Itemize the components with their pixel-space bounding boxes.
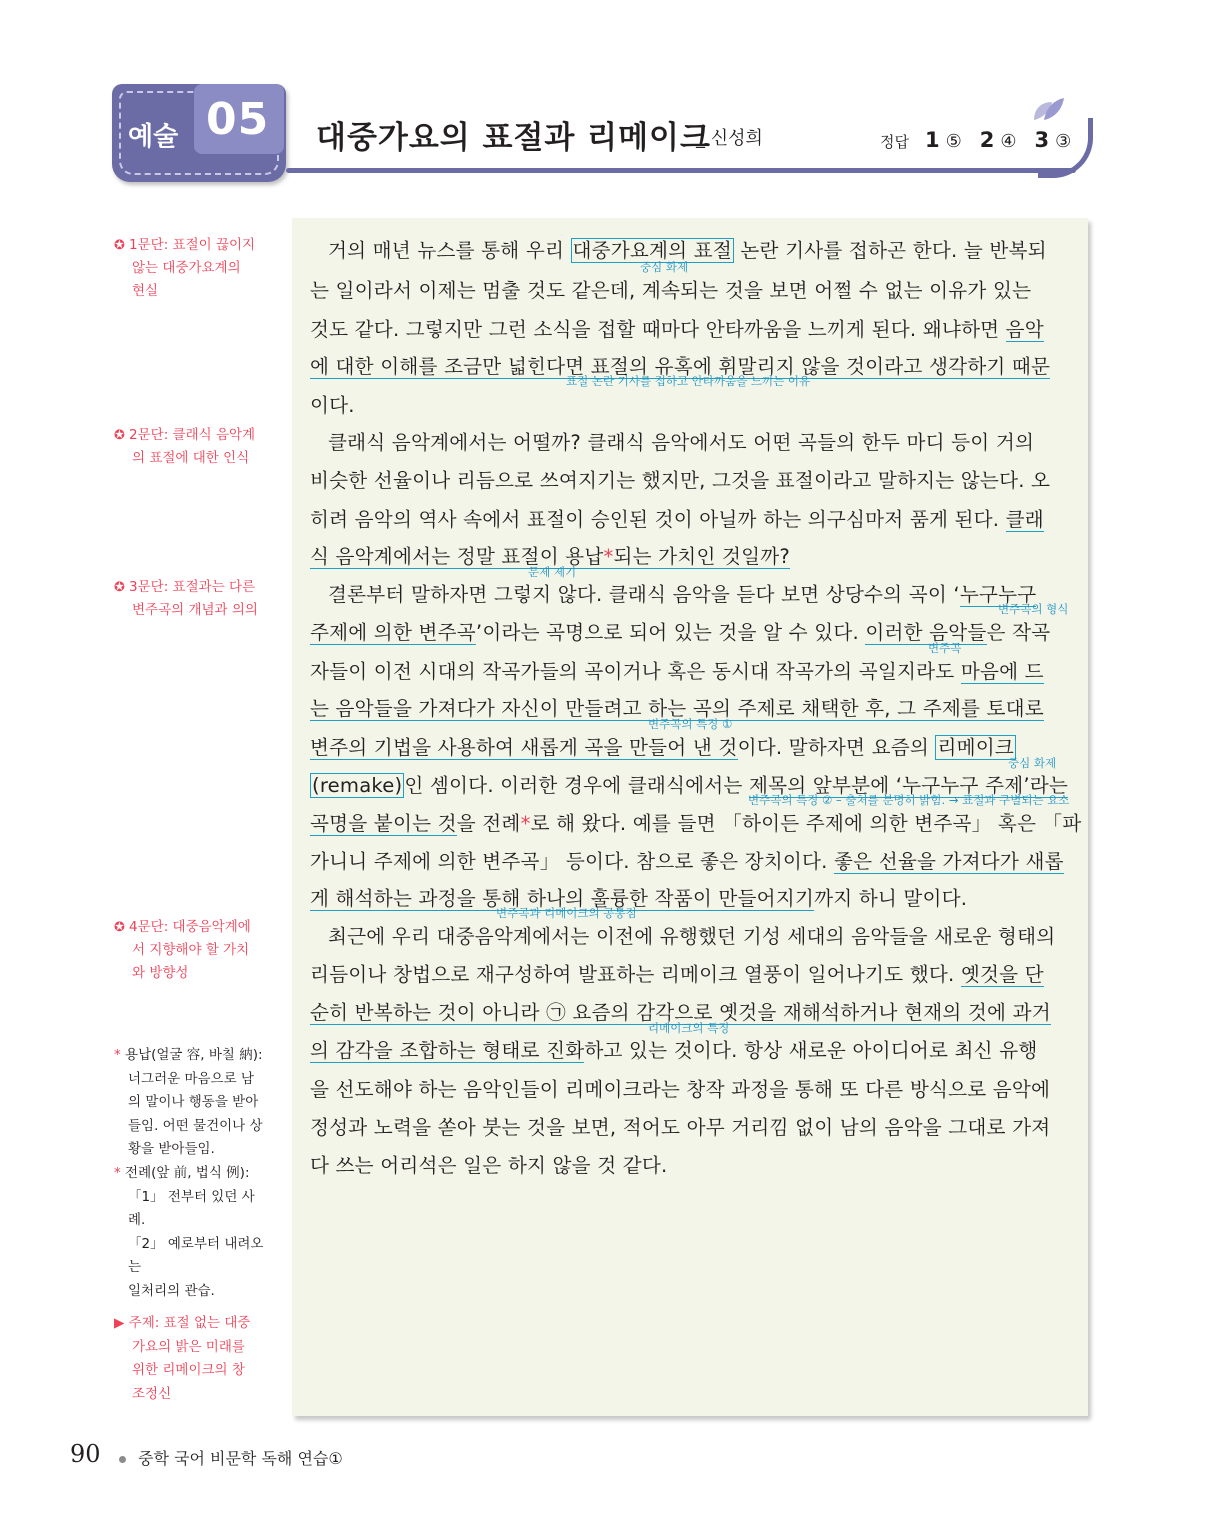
annotation: 리메이크의 특징 [648, 1021, 730, 1035]
annotation: 변주곡의 특징 ② – 출처를 분명히 밝힘. → 표절과 구별되는 요소 [748, 793, 1070, 807]
annotation: 중심 화제 [640, 260, 689, 274]
answer-a2: ④ [1000, 131, 1017, 152]
badge-subject: 예술 [128, 122, 179, 152]
key-term-box: 리메이크 [937, 736, 1014, 759]
passage-line: 는 일이라서 이제는 멈출 것도 같은데, 계속되는 것을 보면 어쩔 수 없는 이유가 있는 [310, 279, 1032, 302]
passage-line: 리듬이나 창법으로 재구성하여 발표하는 리메이크 열풍이 일어나기도 했다. 옛것을 단 [310, 963, 1044, 986]
note-bullet-icon: ✪ [114, 920, 130, 935]
passage-line: 결론부터 말하자면 그렇지 않다. 클래식 음악을 듣다 보면 상당수의 곡이 ‘누구누구 [328, 583, 1037, 606]
passage-line: (remake) 인 셈이다. 이러한 경우에 클래식에서는 제목의 앞부분에 ‘누구누구 주제’라는 [312, 774, 1069, 797]
passage-line: 정성과 노력을 쏟아 붓는 것을 보면, 적어도 아무 거리낌 없이 남의 음악을 그대로 가져 [310, 1116, 1051, 1139]
passage-line: 최근에 우리 대중음악계에서는 이전에 유행했던 기성 세대의 음악들을 새로운 형태의 [328, 925, 1056, 948]
passage-line: 비슷한 선율이나 리듬으로 쓰여지기는 했지만, 그것을 표절이라고 말하지는 않는다. 오 [310, 469, 1051, 492]
glossary-item-1: * 용납(얼굴 容, 바칠 納): 너그러운 마음으로 남 의 말이나 행동을 받아 들임. 어떤 물건이나 상 황을 받아들임. [114, 1047, 263, 1157]
paragraph-note-2: ✪ 2문단: 클래식 음악계 의 표절에 대한 인식 [114, 427, 256, 466]
passage-line: 것도 같다. 그렇지만 그런 소식을 접할 때마다 안타까움을 느끼게 된다. 왜냐하면 음악 [310, 318, 1044, 341]
answer-a1: ⑤ [945, 131, 962, 152]
author: _ 신성희 [696, 128, 763, 149]
annotation: 변주곡과 리메이크의 공통점 [496, 906, 637, 920]
passage-line: 의 감각을 조합하는 형태로 진화하고 있는 것이다. 항상 새로운 아이디어로 최신 유행 [310, 1039, 1038, 1062]
passage-line: 변주의 기법을 사용하여 새롭게 곡을 만들어 낸 것이다. 말하자면 요즘의 리메이크 [310, 736, 1014, 759]
key-term-box: 대중가요계의 표절 [572, 239, 732, 262]
passage-line: 는 음악들을 가져다가 자신이 만들려고 하는 곡의 주제로 채택한 후, 그 주제를 토대로 [310, 697, 1044, 720]
note-bullet-icon: ✪ [114, 238, 130, 253]
passage-line: 히려 음악의 역사 속에서 표절이 승인된 것이 아닐까 하는 의구심마저 품게 된다. 클래 [310, 508, 1044, 531]
footer-dot-icon [119, 1456, 126, 1463]
key-term-box: (remake) [312, 774, 403, 797]
answer-label: 정답 [880, 133, 909, 151]
note-bullet-icon: ✪ [114, 580, 130, 595]
passage-line: 자들이 이전 시대의 작곡가들의 곡이거나 혹은 동시대 작곡가의 곡일지라도 마음에 드 [310, 660, 1044, 683]
page-title: 대중가요의 표절과 리메이크 [316, 120, 711, 156]
answer-q3: 3 [1034, 128, 1050, 152]
passage-line: 가니니 주제에 의한 변주곡」 등이다. 참으로 좋은 장치이다. 좋은 선율을 가져다가 새롭 [310, 850, 1064, 873]
passage-line: 을 선도해야 하는 음악인들이 리메이크라는 창작 과정을 통해 또 다른 방식으로 음악에 [310, 1078, 1051, 1101]
passage-line: 식 음악계에서는 정말 표절이 용납*되는 가치인 것일까? [310, 545, 790, 568]
answer-key [880, 128, 1083, 152]
leaf-icon [1030, 96, 1066, 122]
theme-note: ▶ 주제: 표절 없는 대중 가요의 밝은 미래를 위한 리메이크의 창 조정신 [114, 1315, 251, 1402]
book-title: 중학 국어 비문학 독해 연습① [138, 1449, 343, 1468]
answer-q2: 2 [979, 128, 995, 152]
annotation: 중심 화제 [1008, 756, 1057, 770]
passage-line: 게 해석하는 과정을 통해 하나의 훌륭한 작품이 만들어지기까지 하니 말이다. [310, 887, 968, 910]
badge-number: 05 [206, 94, 270, 145]
answer-q1: 1 [924, 128, 940, 152]
annotation: 표절 논란 기사를 접하고 안타까움을 느끼는 이유 [566, 374, 811, 388]
title-underline [286, 168, 1076, 173]
annotation: 변주곡의 형식 [998, 602, 1069, 616]
annotation: 문제 제기 [528, 565, 577, 579]
passage-line: 순히 반복하는 것이 아니라 ㉠ 요즘의 감각으로 옛것을 재해석하거나 현재의 것에 과거 [310, 1001, 1051, 1024]
page-number: 90 [70, 1440, 101, 1468]
note-bullet-icon: ✪ [114, 428, 130, 443]
paragraph-note-3: ✪ 3문단: 표절과는 다른 변주곡의 개념과 의의 [114, 579, 258, 618]
subject-badge [112, 84, 286, 182]
passage-line: 다 쓰는 어리석은 일은 하지 않을 것 같다. [310, 1154, 668, 1177]
answer-a3: ③ [1055, 131, 1072, 152]
passage-line: 클래식 음악계에서는 어떨까? 클래식 음악에서도 어떤 곡들의 한두 마디 등이 거의 [328, 431, 1035, 454]
passage-line: 거의 매년 뉴스를 통해 우리 대중가요계의 표절 논란 기사를 접하곤 한다. 늘 반복되 [328, 239, 1047, 262]
annotation: 변주곡의 특징 ① [648, 717, 733, 731]
paragraph-note-1: ✪ 1문단: 표절이 끊이지 않는 대중가요계의 현실 [114, 237, 256, 299]
annotation: 변주곡 [928, 641, 962, 655]
glossary-item-2: * 전례(앞 前, 법식 例): 「1」 전부터 있던 사례. 「2」 예로부터 내려오는 일처리의 관습. [114, 1165, 264, 1299]
passage-line: 곡명을 붙이는 것을 전례*로 해 왔다. 예를 들면 「하이든 주제에 의한 변주곡」 혹은 「파 [310, 812, 1082, 835]
passage-line: 이다. [310, 394, 355, 417]
passage-line: 에 대한 이해를 조금만 넓힌다면 표절의 유혹에 휘말리지 않을 것이라고 생각하기 때문 [310, 355, 1051, 378]
paragraph-note-4: ✪ 4문단: 대중음악계에 서 지향해야 할 가치 와 방향성 [114, 919, 251, 981]
passage-line: 주제에 의한 변주곡’이라는 곡명으로 되어 있는 것을 알 수 있다. 이러한 음악들은 작곡 [310, 621, 1051, 644]
